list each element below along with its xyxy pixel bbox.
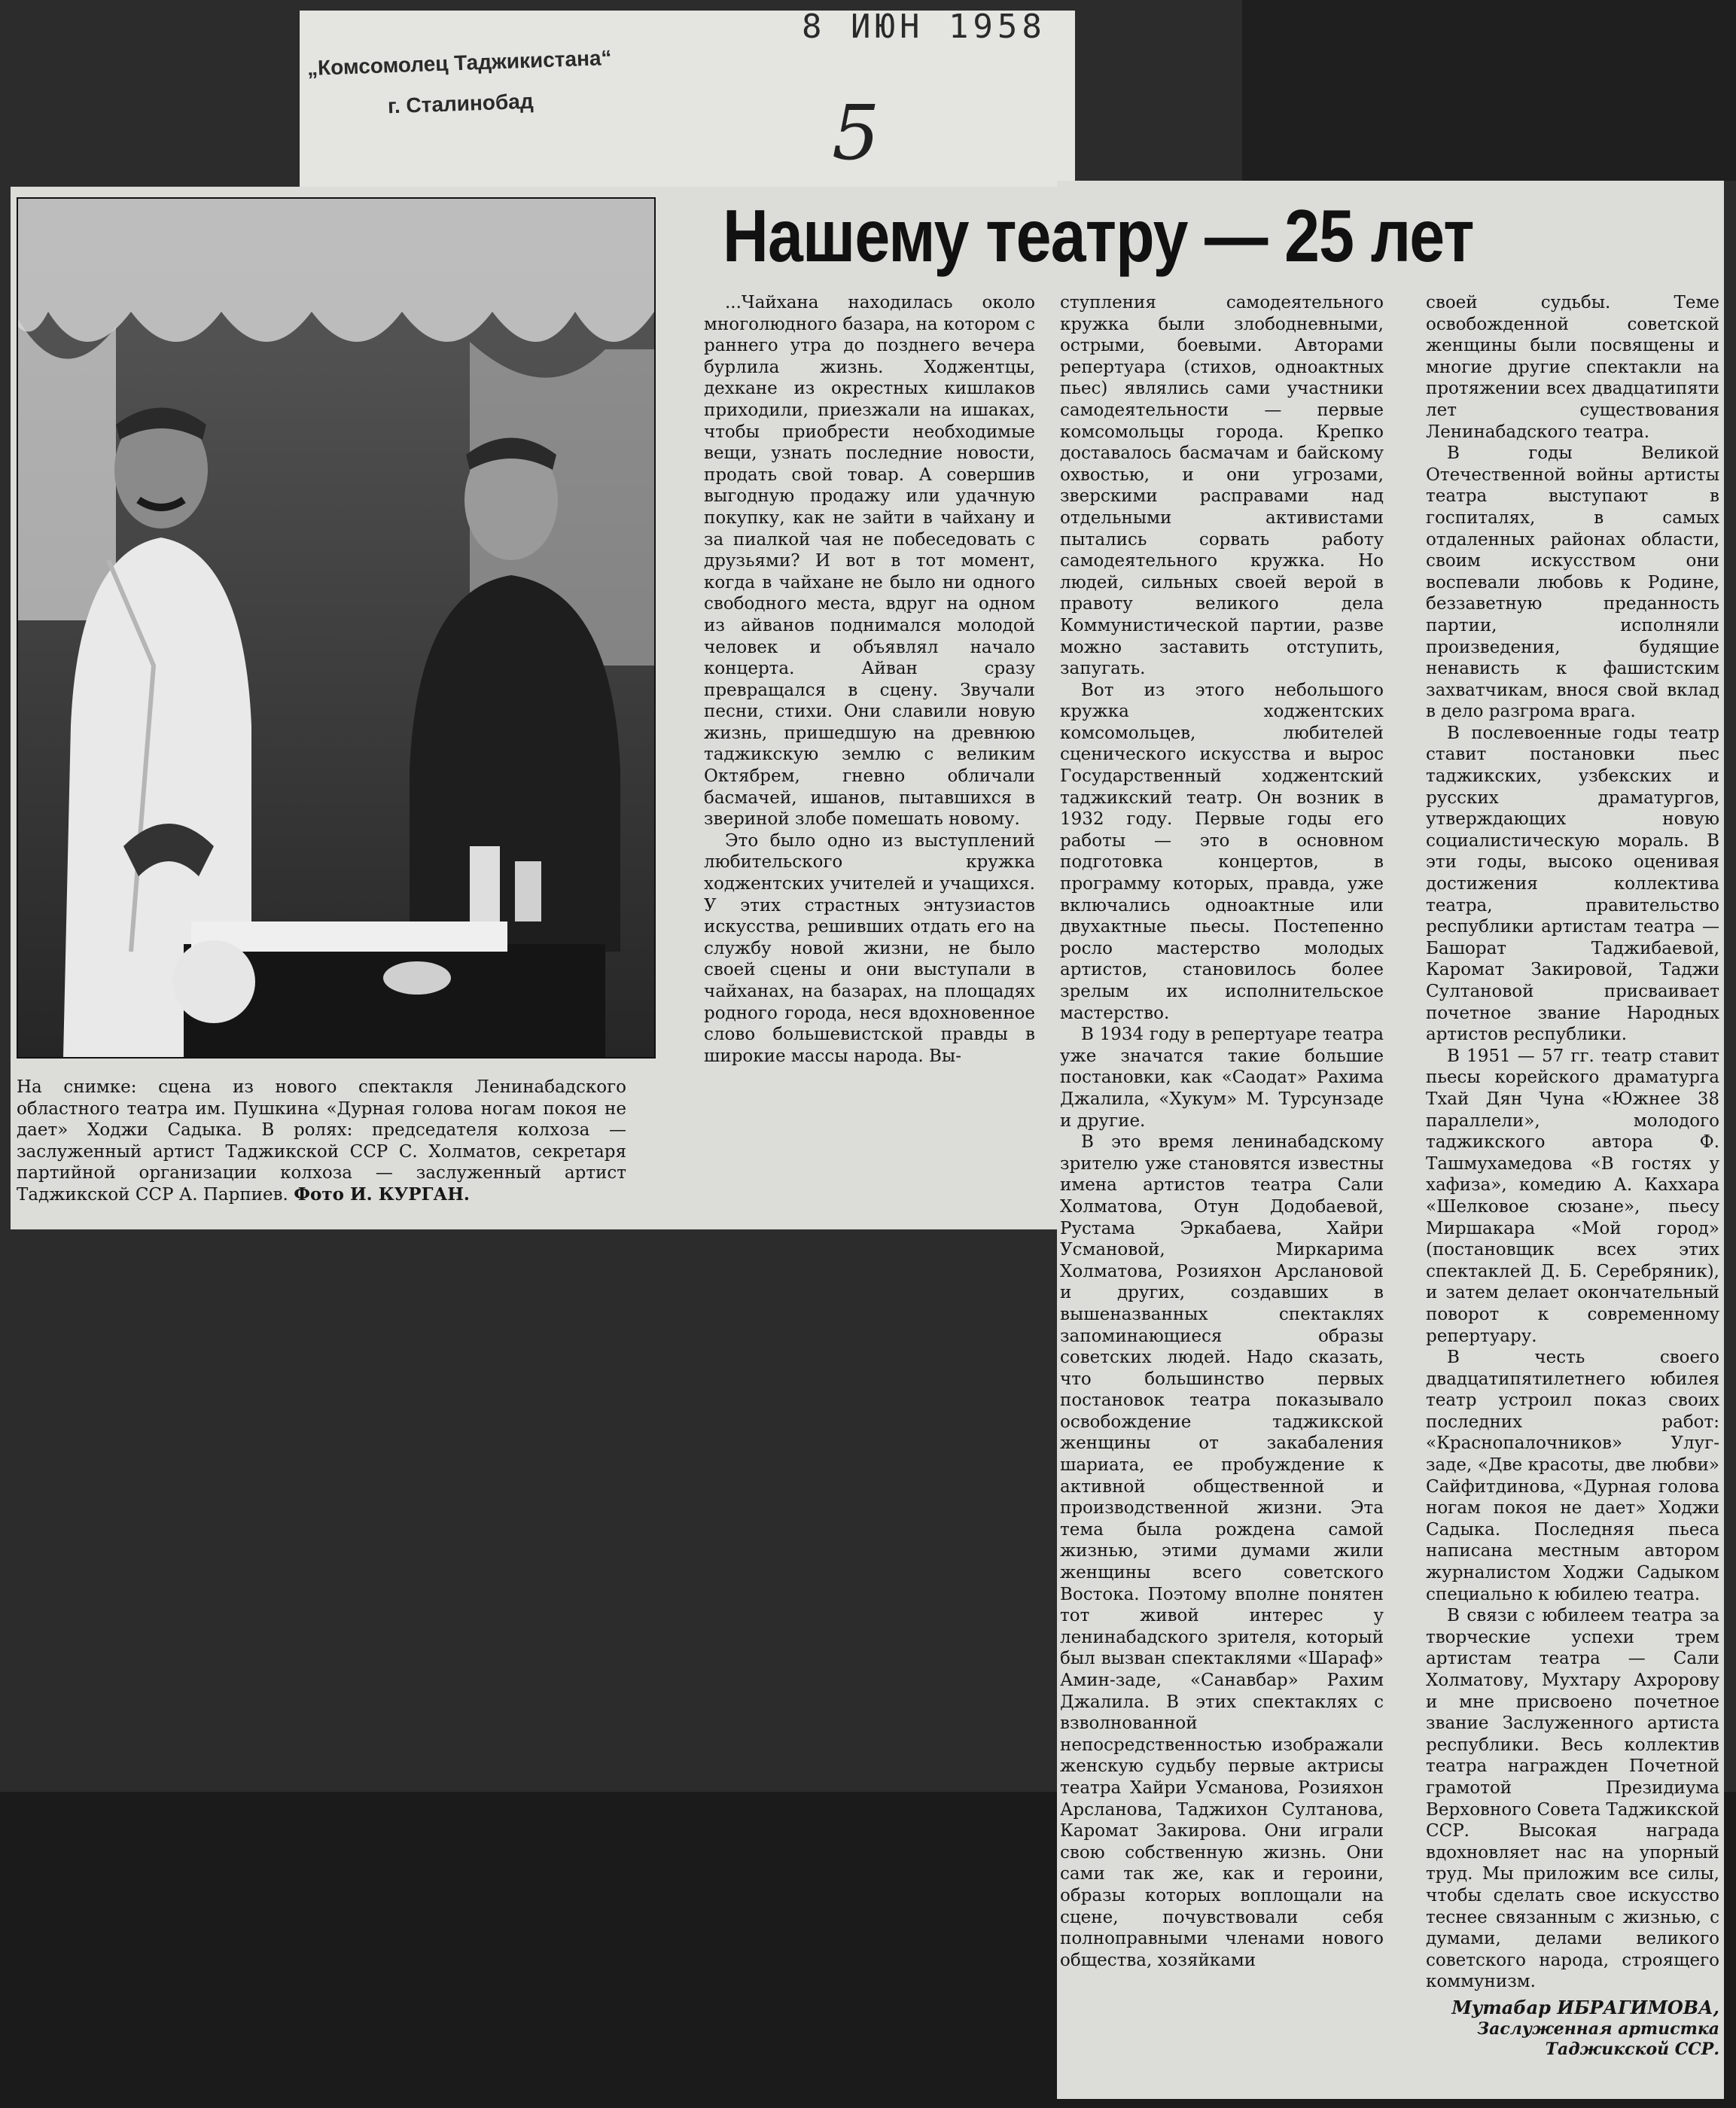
paragraph: В 1934 году в репертуаре театра уже значатся такие большие постановки, как «Саодат» Рахима Джалила, «Хукум» М. Турсунзаде и другие. xyxy=(1060,1025,1384,1131)
caption-text: На снимке: сцена из нового спектакля Ленинабадского областного театра им. Пушкина «Дурная голова ногам покоя не дает» Ходжи Садыка. В ролях: председателя колхоза — заслуженный артист Таджикской ССР С. Холматов, секретаря партийной организации колхоза — заслуженный артист Таджикской ССР А. Парпиев. xyxy=(17,1077,626,1205)
paragraph: В годы Великой Отечественной войны артисты театра выступают в госпиталях, в самых отдаленных районах области, своим искусством они воспевали любовь к Родине, беззаветную преданность партии, исполняли произведения, будящие ненависть к фашистским захватчикам, внося свой вклад в дело разгрома врага. xyxy=(1426,443,1719,722)
newspaper-city: г. Сталинобад xyxy=(387,89,535,118)
paragraph: В послевоенные годы театр ставит постановки пьес таджикских, узбекских и русских драматургов, утверждающих новую социалистическую мораль. В эти годы, высоко оценивая достижения коллектива театра, правительство республики артистам театра — Башорат Таджибаевой, Каромат Закировой, Таджи Султановой присваивает почетное звание Народных артистов республики. xyxy=(1426,723,1719,1045)
paragraph: Вот из этого небольшого кружка ходжентских комсомольцев, любителей сценического искусства и вырос Государственный ходжентский таджикский театр. Он возник в 1932 году. Первые годы его работы — это в основном подготовка концертов, в программу которых, правда, уже включались одноактные или двухактные пьесы. Постепенно росло мастерство молодых артистов, становилось более зрелым их исполнительское мастерство. xyxy=(1060,680,1384,1023)
author-signature xyxy=(1426,1997,1719,2060)
photo-credit: Фото И. КУРГАН. xyxy=(294,1183,470,1205)
paragraph: В это время ленинабадскому зрителю уже становятся известны имена артистов театра Сали Холматова, Отун Додобаевой, Рустама Эркабаева, Хайри Усмановой, Миркарима Холматова, Розияхон Арслановой и других, создавших в вышеназванных спектаклях запоминающиеся образы советских людей. Надо сказать, что большинство первых постановок театра показывало освобождение таджикской женщины от закабаления шариата, ее пробуждение к активной общественной и производственной жизни. Эта тема была рождена самой жизнью, этими думами жили женщины всего советского Востока. Поэтому вполне понятен тот живой интерес у ленинабадского зрителя, который был вызван спектаклями «Шараф» Амин-заде, «Санавбар» Рахим Джалила. В этих спектаклях с взволнованной непосредственностью изображали женскую судьбу первые актрисы театра Хайри Усманова, Розияхон Арсланова, Таджихон Султанова, Каромат Закирова. Они играли свою собственную жизнь. Они сами так же, как и героини, образы которых воплощали на сцене, почувствовали себя полноправными членами нового общества, хозяйками xyxy=(1060,1132,1384,1970)
dark-background-top-right xyxy=(1242,0,1736,181)
paragraph: Это было одно из выступлений любительского кружка ходжентских учителей и учащихся. У этих страстных энтузиастов искусства, решивших отдать его на службу новой жизни, не было своей сцены и они выступали в чайханах, на базарах, на площадях родного города, неся вдохновенное слово большевистской правды в широкие массы народа. Вы- xyxy=(704,830,1035,1066)
article-column-1 xyxy=(704,292,1035,1226)
photo-illustration xyxy=(18,199,654,1057)
handwritten-number: 5 xyxy=(832,89,880,177)
theatre-scene-photo-icon xyxy=(17,197,656,1059)
paragraph: В связи с юбилеем театра за творческие успехи трем артистам театра — Сали Холматову, Мухтару Ахророву и мне присвоено почетное звание Заслуженного артиста республики. Весь коллектив театра награжден Почетной грамотой Президиума Верховного Совета Таджикской ССР. Высокая награда вдохновляет нас на упорный труд. Мы приложим все силы, чтобы сделать свое искусство теснее связанным с жизнью, с думами, делами великого советского народа, строящего коммунизм. xyxy=(1426,1606,1719,1992)
newspaper-name: „Комсомолец Таджикистана“ xyxy=(306,45,612,81)
photo-caption xyxy=(17,1077,626,1205)
paragraph: В честь своего двадцатипятилетнего юбилея театр устроил показ своих последних работ: «Краснопалочников» Улуг-заде, «Две красоты, две любви» Сайфитдинова, «Дурная голова ногам покоя не дает» Ходжи Садыка. Последняя пьеса написана местным автором журналистом Ходжи Садыком специально к юбилею театра. xyxy=(1426,1348,1719,1604)
paragraph: ступления самодеятельного кружка были злободневными, острыми, боевыми. Авторами репертуара (стихов, одноактных пьес) являлись сами участники самодеятельности — первые комсомольцы города. Крепко доставалось басмачам и байскому охвостью, и они угрозами, зверскими расправами над отдельными активистами пытались сорвать работу самодеятельного кружка. Но людей, сильных своей верой в правоту великого дела Коммунистической партии, разве можно заставить отступить, запугать. xyxy=(1060,293,1384,679)
headline: Нашему театру — 25 лет xyxy=(723,194,1474,277)
author-title: Заслуженная артистка Таджикской ССР. xyxy=(1477,2018,1719,2059)
author-name: Мутабар ИБРАГИМОВА, xyxy=(1451,1996,1719,2018)
paragraph: своей судьбы. Теме освобожденной советской женщины были посвящены и многие другие спектакли на протяжении всех двадцатипяти лет существования Ленинабадского театра. xyxy=(1426,293,1719,442)
paragraph: В 1951 — 57 гг. театр ставит пьесы корейского драматурга Тхай Дян Чуна «Южнее 38 параллели», молодого таджикского автора Ф. Ташмухамедова «В гостях у хафиза», комедию А. Каххара «Шелковое сюзане», пьесу Миршакара «Мой город» (постановщик всех этих спектаклей Д. Б. Серебряник), и затем делает окончательный поворот к современному репертуару. xyxy=(1426,1046,1719,1346)
paragraph: ...Чайхана находилась около многолюдного базара, на котором с раннего утра до позднего вечера бурлила жизнь. Ходжентцы, дехкане из окрестных кишлаков приходили, приезжали на ишаках, чтобы приобрести необходимые вещи, узнать последние новости, продать свой товар. А совершив выгодную продажу или удачную покупку, как не зайти в чайхану и за пиалкой чая не побеседовать с друзьями? И вот в тот момент, когда в чайхане не было ни одного свободного места, вдруг на одном из айванов поднимался молодой человек и объявлял начало концерта. Айван сразу превращался в сцену. Звучали песни, стихи. Они славили новую жизнь, пришедшую на древнюю таджикскую землю с великим Октябрем, гневно обличали басмачей, ишанов, пытавшихся в звериной злобе помешать новому. xyxy=(704,293,1035,830)
article-column-3 xyxy=(1426,292,1719,2099)
date-stamp: 8 ИЮН 1958 xyxy=(802,8,1046,46)
article-column-2 xyxy=(1060,292,1384,2099)
